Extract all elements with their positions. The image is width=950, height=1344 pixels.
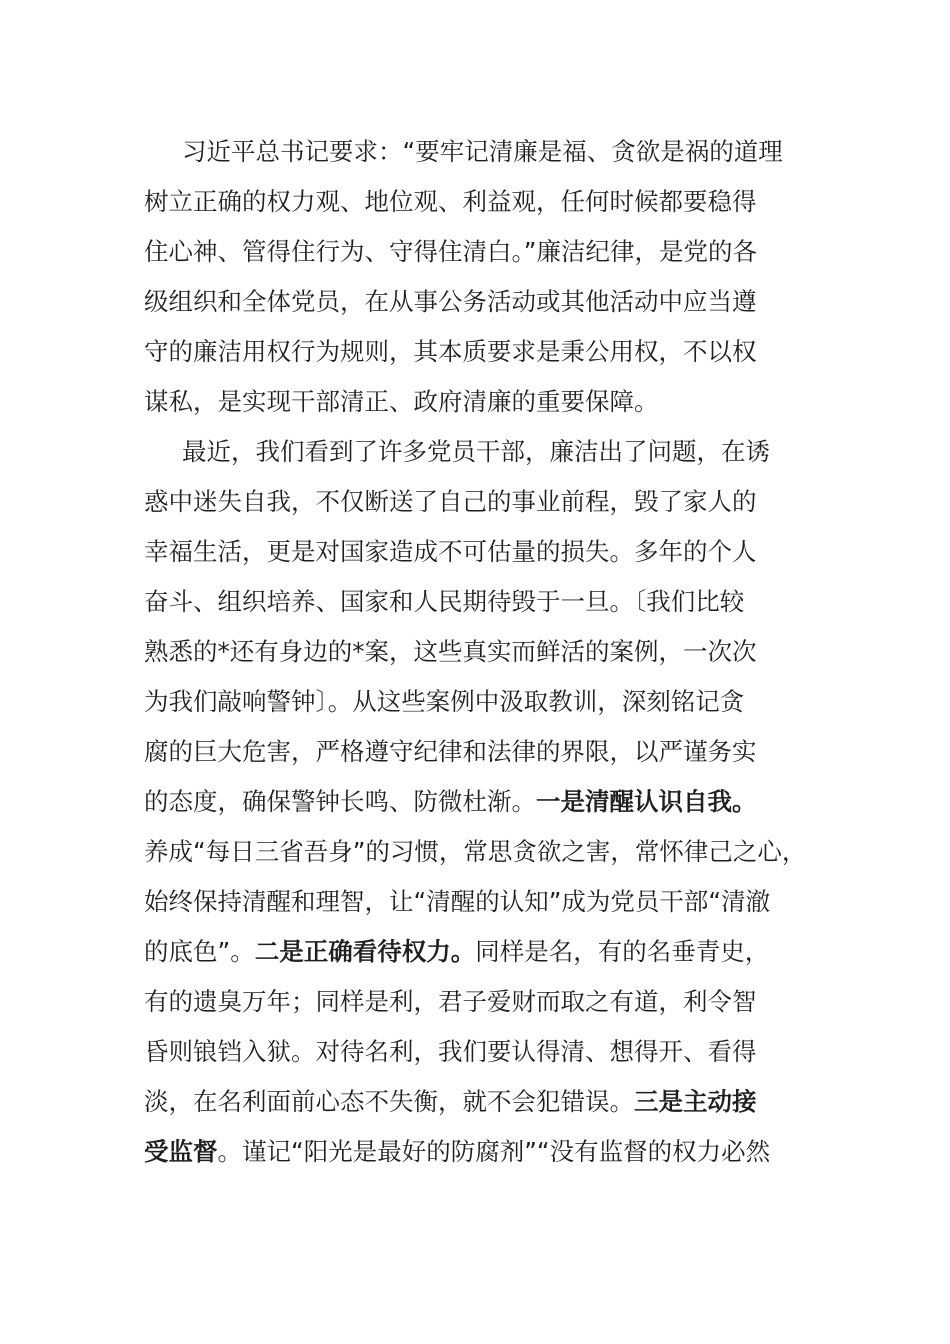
paragraph-1-line-6 bbox=[144, 382, 844, 422]
paragraph-2-line-1 bbox=[182, 432, 844, 472]
paragraph-2-line-2 bbox=[144, 482, 844, 522]
text-segment: 守的廉洁用权行为规则，其本质要求是秉公用权，不以权 bbox=[144, 337, 757, 366]
text-segment: 昏则锒铛入狱。对待名利，我们要认得清、想得开、看得 bbox=[144, 1037, 757, 1066]
text-segment: 幸福生活，更是对国家造成不可估量的损失。多年的个人 bbox=[144, 537, 757, 566]
paragraph-2-line-15 bbox=[144, 1132, 844, 1172]
bold-heading-point-3-end: 受监督 bbox=[144, 1137, 218, 1166]
paragraph-2-line-14 bbox=[144, 1082, 844, 1122]
paragraph-2-line-8 bbox=[144, 782, 844, 822]
text-segment: 有的遗臭万年；同样是利，君子爱财而取之有道，利令智 bbox=[144, 987, 757, 1016]
paragraph-2-line-7 bbox=[144, 732, 844, 772]
text-segment: 谋私，是实现干部清正、政府清廉的重要保障。 bbox=[144, 387, 659, 416]
paragraph-2-line-6 bbox=[144, 682, 844, 722]
paragraph-2-line-3 bbox=[144, 532, 844, 572]
paragraph-2-line-11 bbox=[144, 932, 844, 972]
text-segment: 习近平总书记要求：“要牢记清廉是福、贪欲是祸的道理 bbox=[182, 137, 783, 166]
text-segment: 惑中迷失自我，不仅断送了自己的事业前程，毁了家人的 bbox=[144, 487, 757, 516]
paragraph-2-line-10 bbox=[144, 882, 844, 922]
text-segment: 的底色”。 bbox=[144, 937, 255, 966]
paragraph-1-line-2 bbox=[144, 182, 844, 222]
paragraph-2-line-5 bbox=[144, 632, 844, 672]
paragraph-2-line-13 bbox=[144, 1032, 844, 1072]
text-segment: 淡，在名利面前心态不失衡，就不会犯错误。 bbox=[144, 1087, 634, 1116]
text-segment: 住心神、管得住行为、守得住清白。”廉洁纪律，是党的各 bbox=[144, 237, 757, 266]
paragraph-1-line-1 bbox=[182, 132, 844, 172]
text-segment: 最近，我们看到了许多党员干部，廉洁出了问题，在诱 bbox=[182, 437, 770, 466]
bold-heading-point-2: 二是正确看待权力。 bbox=[254, 937, 476, 966]
text-segment: 的态度，确保警钟长鸣、防微杜渐。 bbox=[144, 787, 536, 816]
text-segment: 同样是名，有的名垂青史， bbox=[475, 937, 770, 966]
text-segment: 级组织和全体党员，在从事公务活动或其他活动中应当遵 bbox=[144, 287, 757, 316]
text-segment: 树立正确的权力观、地位观、利益观，任何时候都要稳得 bbox=[144, 187, 757, 216]
paragraph-1-line-3 bbox=[144, 232, 844, 272]
text-segment: 熟悉的*还有身边的*案，这些真实而鲜活的案例，一次次 bbox=[144, 637, 757, 666]
text-segment: 始终保持清醒和理智，让“清醒的认知”成为党员干部“清澈 bbox=[144, 887, 771, 916]
paragraph-2-line-12 bbox=[144, 982, 844, 1022]
text-segment: 养成“每日三省吾身”的习惯，常思贪欲之害，常怀律己之心， bbox=[144, 837, 807, 866]
text-segment: 。谨记“阳光是最好的防腐剂”“没有监督的权力必然 bbox=[217, 1137, 771, 1166]
paragraph-1-line-5 bbox=[144, 332, 844, 372]
text-segment: 腐的巨大危害，严格遵守纪律和法律的界限，以严谨务实 bbox=[144, 737, 757, 766]
text-segment: 为我们敲响警钟〕。从这些案例中汲取教训，深刻铭记贪 bbox=[144, 687, 745, 716]
bold-heading-point-1: 一是清醒认识自我。 bbox=[536, 787, 757, 816]
paragraph-1-line-4 bbox=[144, 282, 844, 322]
bold-heading-point-3-start: 三是主动接 bbox=[634, 1087, 757, 1116]
text-segment: 奋斗、组织培养、国家和人民期待毁于一旦。〔我们比较 bbox=[144, 587, 745, 616]
paragraph-2-line-9 bbox=[144, 832, 844, 872]
paragraph-2-line-4 bbox=[144, 582, 844, 622]
